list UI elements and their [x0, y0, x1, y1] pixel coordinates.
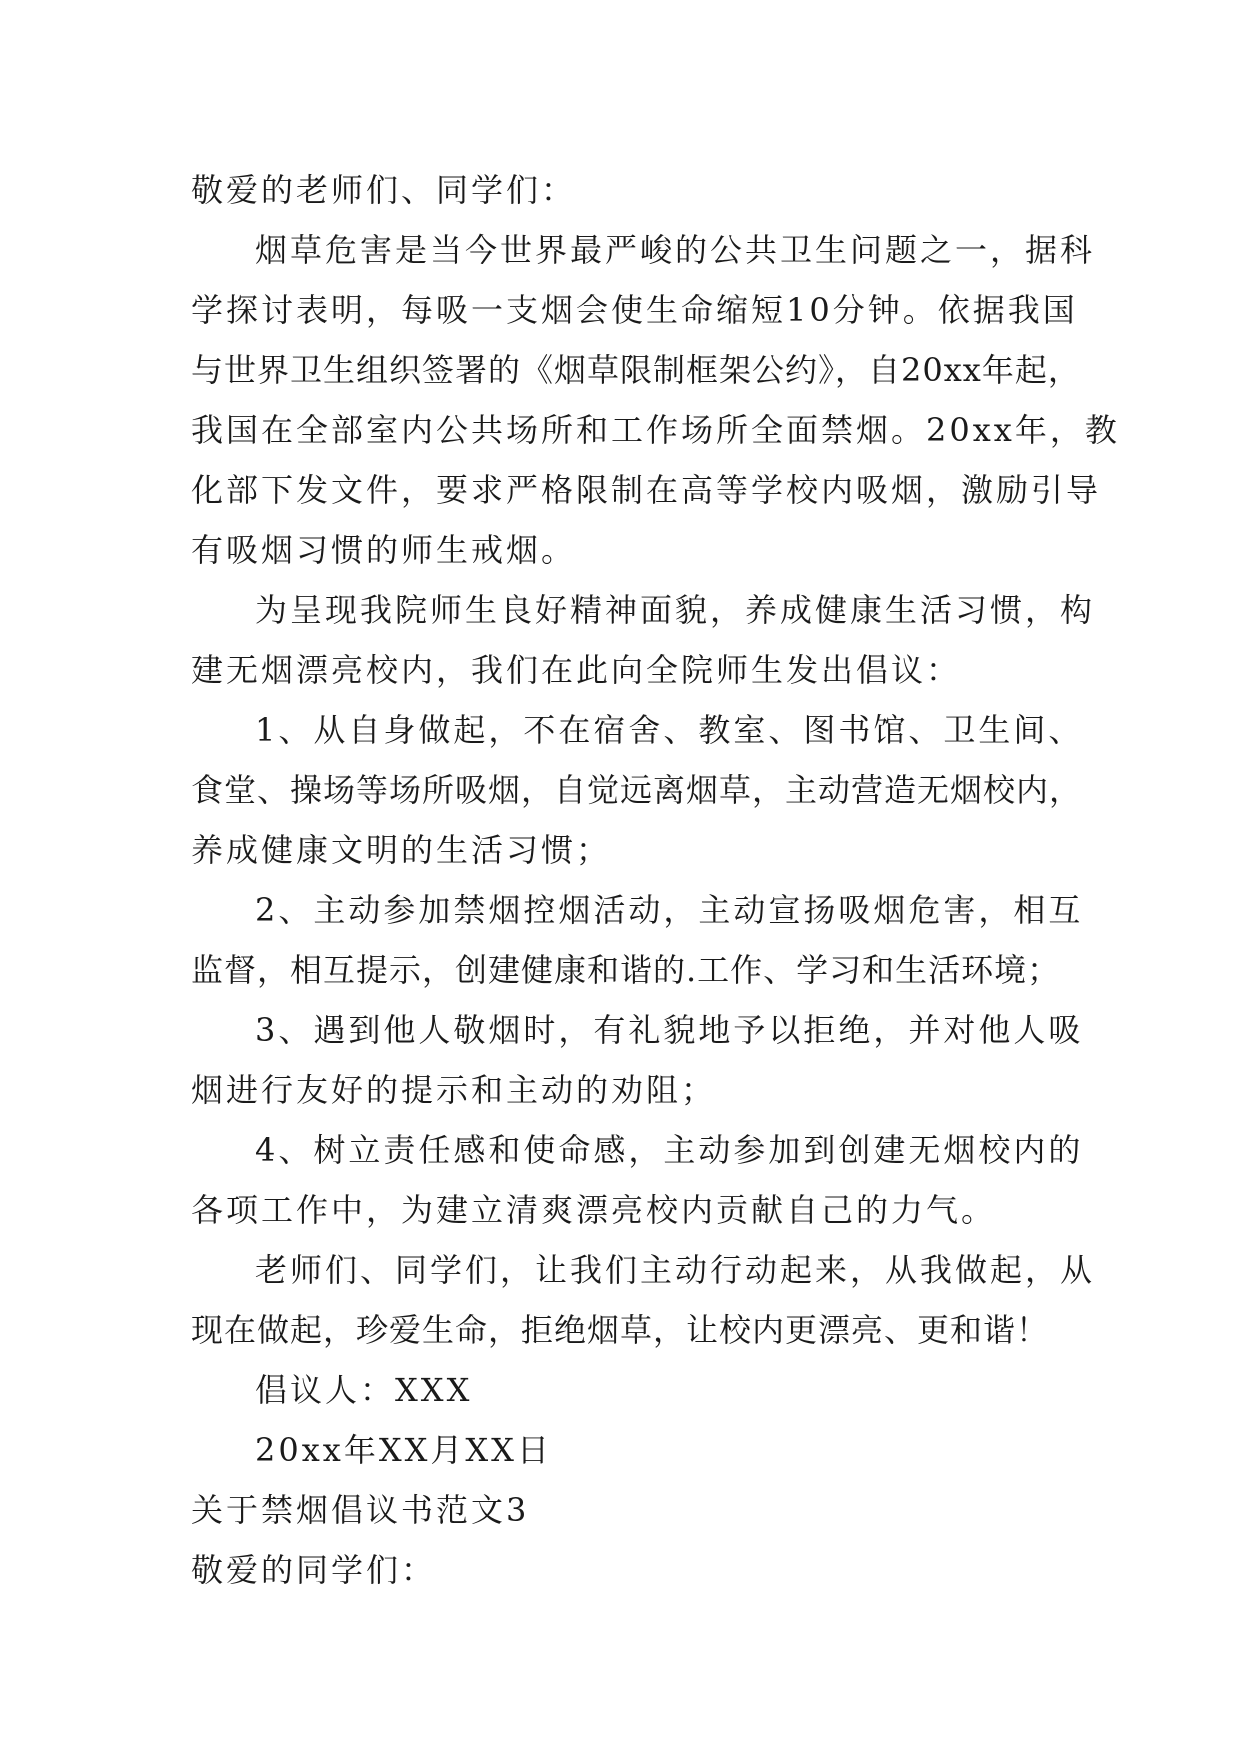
list-item-line: 食堂、操场等场所吸烟，自觉远离烟草，主动营造无烟校内， [191, 771, 1083, 809]
paragraph-line: 建无烟漂亮校内，我们在此向全院师生发出倡议： [191, 651, 962, 689]
list-item-line: 烟进行友好的提示和主动的劝阻； [191, 1071, 717, 1109]
document-body [191, 160, 1120, 1600]
paragraph-line: 化部下发文件，要求严格限制在高等学校内吸烟，激励引导 [191, 471, 1102, 509]
list-item-line: 养成健康文明的生活习惯； [191, 831, 612, 869]
list-item-line: 3、遇到他人敬烟时，有礼貌地予以拒绝，并对他人吸 [255, 1011, 1084, 1049]
signature-line: 倡议人：XXX [255, 1371, 473, 1409]
section-heading: 关于禁烟倡议书范文3 [191, 1491, 530, 1529]
paragraph-line: 烟草危害是当今世界最严峻的公共卫生问题之一，据科 [255, 231, 1096, 269]
date-line: 20xx年XX月XX日 [255, 1431, 552, 1469]
paragraph-line: 为呈现我院师生良好精神面貌，养成健康生活习惯，构 [255, 591, 1096, 629]
list-item-line: 1、从自身做起，不在宿舍、教室、图书馆、卫生间、 [255, 711, 1084, 749]
list-item-line: 各项工作中，为建立清爽漂亮校内贡献自己的力气。 [191, 1191, 997, 1229]
list-item-line: 2、主动参加禁烟控烟活动，主动宣扬吸烟危害，相互 [255, 891, 1084, 929]
list-item-line: 监督，相互提示，创建健康和谐的.工作、学习和生活环境； [191, 951, 1061, 989]
paragraph-line: 现在做起，珍爱生命，拒绝烟草，让校内更漂亮、更和谐！ [191, 1311, 1050, 1349]
list-item-line: 4、树立责任感和使命感，主动参加到创建无烟校内的 [255, 1131, 1084, 1169]
salutation: 敬爱的同学们： [191, 1551, 437, 1589]
salutation: 敬爱的老师们、同学们： [191, 171, 577, 209]
paragraph-line: 学探讨表明，每吸一支烟会使生命缩短10分钟。依据我国 [191, 291, 1078, 329]
paragraph-line: 老师们、同学们，让我们主动行动起来，从我做起，从 [255, 1251, 1096, 1289]
paragraph-line: 与世界卫生组织签署的《烟草限制框架公约》，自20xx年起， [191, 351, 1081, 389]
paragraph-line: 我国在全部室内公共场所和工作场所全面禁烟。20xx年，教 [191, 411, 1120, 449]
paragraph-line: 有吸烟习惯的师生戒烟。 [191, 531, 577, 569]
